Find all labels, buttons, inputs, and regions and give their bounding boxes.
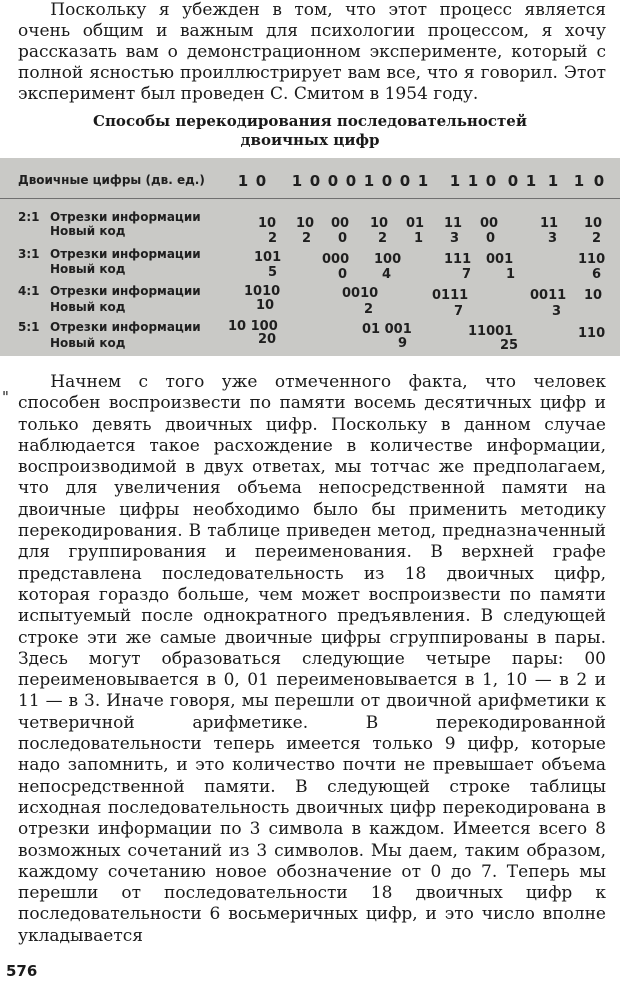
code-value: 2 (592, 231, 602, 246)
stray-mark: " (2, 388, 9, 406)
chunk-value: 0111 (432, 288, 469, 303)
code-value: 9 (398, 336, 408, 351)
code-value: 2 (378, 231, 388, 246)
code-value: 2 (302, 231, 312, 246)
binary-digit: 0 (593, 172, 605, 190)
binary-digit: 0 (309, 172, 321, 190)
code-value: 6 (592, 267, 602, 282)
row-ratio: 4:1 (18, 284, 40, 298)
binary-digit: 0 (327, 172, 339, 190)
page-number: 576 (6, 962, 38, 980)
binary-digit: 1 (449, 172, 461, 190)
chunk-value: 001 (486, 252, 514, 267)
binary-digit: 0 (381, 172, 393, 190)
chunk-value: 0011 (530, 288, 567, 303)
row-ratio: 2:1 (18, 210, 40, 224)
binary-digit: 1 (237, 172, 249, 190)
binary-digit: 1 (291, 172, 303, 190)
chunk-value: 110 (578, 326, 606, 341)
code-value: 3 (548, 231, 558, 246)
table-rule (0, 198, 620, 199)
row-label-chunks: Отрезки информации (50, 320, 201, 334)
binary-digit: 1 (363, 172, 375, 190)
row-ratio: 5:1 (18, 320, 40, 334)
chunk-value: 000 (322, 252, 350, 267)
chunk-value: 100 (374, 252, 402, 267)
chunk-value: 00 (480, 216, 499, 231)
binary-digit: 1 (525, 172, 537, 190)
code-value: 4 (382, 267, 392, 282)
code-value: 10 (256, 298, 275, 313)
binary-digit: 1 (573, 172, 585, 190)
row-ratio: 3:1 (18, 247, 40, 261)
chunk-value: 11 (540, 216, 559, 231)
code-value: 0 (338, 231, 348, 246)
code-value: 1 (414, 231, 424, 246)
chunk-value: 10 (584, 288, 603, 303)
binary-digit: 1 (467, 172, 479, 190)
recoding-table (0, 158, 620, 356)
chunk-value: 1010 (244, 284, 281, 299)
chunk-value: 0010 (342, 286, 379, 301)
chunk-value: 11001 (468, 324, 514, 339)
row-label-chunks: Отрезки информации (50, 284, 201, 298)
code-value: 3 (552, 304, 562, 319)
code-value: 0 (486, 231, 496, 246)
row-label-chunks: Отрезки информации (50, 247, 201, 261)
row-label-code: Новый код (50, 300, 126, 314)
code-value: 0 (338, 267, 348, 282)
chunk-value: 10 100 (228, 319, 278, 334)
row-label-chunks: Отрезки информации (50, 210, 201, 224)
header-label: Двоичные цифры (дв. ед.) (18, 173, 205, 187)
chunk-value: 10 (258, 216, 277, 231)
code-value: 20 (258, 332, 277, 347)
chunk-value: 101 (254, 250, 282, 265)
chunk-value: 10 (584, 216, 603, 231)
binary-digit: 1 (417, 172, 429, 190)
binary-digit: 1 (547, 172, 559, 190)
chunk-value: 10 (296, 216, 315, 231)
chunk-value: 11 (444, 216, 463, 231)
code-value: 5 (268, 265, 278, 280)
code-value: 3 (450, 231, 460, 246)
chunk-value: 00 (331, 216, 350, 231)
intro-paragraph: Поскольку я убежден в том, что этот процесс является очень общим и важным для психологии процессом, я хочу рассказать вам о демонстрационном эксперименте, который с полной ясностью проиллюстрирует вам все, что я говорил. Этот эксперимент был проведен С. Смитом в 1954 году. (18, 0, 606, 104)
binary-digit: 0 (485, 172, 497, 190)
chunk-value: 110 (578, 252, 606, 267)
chunk-value: 10 (370, 216, 389, 231)
chunk-value: 111 (444, 252, 472, 267)
main-paragraph: Начнем с того уже отмеченного факта, что человек способен воспроизвести по памяти восемь десятичных цифр и только девять двоичных цифр. Поскольку в данном случае наблюдается такое расхождение в количестве информации, воспроизводимой в двух ответах, мы тотчас же предполагаем, что для увеличения объема непосредственной памяти на двоичные цифры необходимо было бы применить методику перекодирования. В таблице приведен метод, предназначенный для группирования и переименования. В верхней графе представлена последовательность из 18 двоичных цифр, которая гораздо больше, чем может воспроизвести по памяти испытуемый после однократного предъявления. В следующей строке эти же самые двоичные цифры сгруппированы в пары. Здесь могут образоваться следующие четыре пары: 00 переименовывается в 0, 01 переименовывается в 1, 10 — в 2 и 11 — в 3. Иначе говоря, мы перешли от двоичной арифметики к четверичной арифметике. В перекодированной последовательности теперь имеется только 9 цифр, которые надо запомнить, и это количество почти не превышает объема непосредственной памяти. В следующей строке таблицы исходная последовательность двоичных цифр перекодирована в отрезки информации по 3 символа в каждом. Имеется всего 8 возможных сочетаний из 3 символов. Мы даем, таким образом, каждому сочетанию новое обозначение от 0 до 7. Теперь мы перешли от последовательности 18 двоичных цифр к последовательности 6 восьмеричных цифр, и это число вполне укладывается (18, 372, 606, 946)
code-value: 2 (268, 231, 278, 246)
table-title-line-1: Способы перекодирования последовательностей (93, 112, 527, 130)
chunk-value: 01 001 (362, 322, 412, 337)
code-value: 7 (462, 267, 472, 282)
code-value: 25 (500, 338, 519, 353)
row-label-code: Новый код (50, 336, 126, 350)
chunk-value: 01 (406, 216, 425, 231)
row-label-code: Новый код (50, 262, 126, 276)
code-value: 7 (454, 304, 464, 319)
binary-digit: 0 (507, 172, 519, 190)
binary-digit: 0 (399, 172, 411, 190)
binary-digit: 0 (345, 172, 357, 190)
row-label-code: Новый код (50, 224, 126, 238)
binary-digit: 0 (255, 172, 267, 190)
table-title-line-2: двоичных цифр (240, 131, 380, 149)
code-value: 1 (506, 267, 516, 282)
table-title (0, 112, 620, 150)
code-value: 2 (364, 302, 374, 317)
